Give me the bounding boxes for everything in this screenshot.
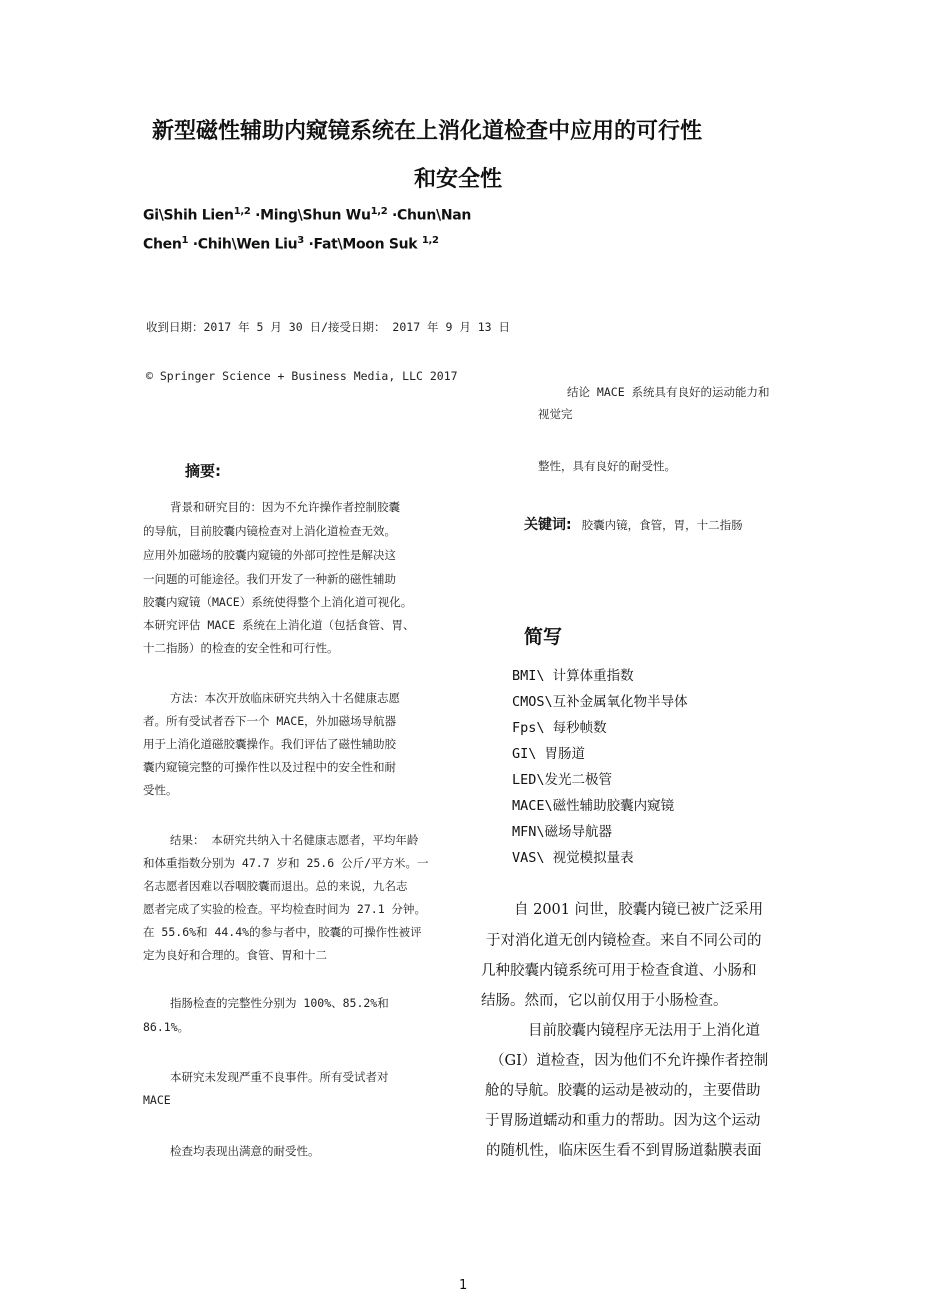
abstract-results-cont-line: 指肠检查的完整性分别为 100%、85.2%和: [170, 996, 389, 1010]
keywords-value: 胶囊内镜，食管，胃，十二指肠: [581, 518, 743, 532]
abstract-background-line: 的导航，目前胶囊内镜检查对上消化道检查无效。: [143, 524, 396, 538]
abstract-results-line: 定为良好和合理的。食管、胃和十二: [143, 948, 327, 962]
author-affiliation: 1,2: [233, 206, 251, 217]
abbreviation-item: MACE\磁性辅助胶囊内窥镜: [512, 798, 675, 814]
intro-line: 的随机性，临床医生看不到胃肠道黏膜表面: [486, 1143, 762, 1159]
author-name: ·Chun\Nan: [387, 207, 472, 224]
keywords: [524, 514, 743, 534]
abstract-methods-line: 用于上消化道磁胶囊操作。我们评估了磁性辅助胶: [143, 737, 396, 751]
intro-line: 结肠。然而，它以前仅用于小肠检查。: [481, 993, 728, 1009]
abstract-methods-line: 者。所有受试者吞下一个 MACE，外加磁场导航器: [143, 714, 397, 728]
abstract-conclusion-line: 结论 MACE 系统具有良好的运动能力和: [567, 385, 770, 399]
author-line-1: [143, 206, 471, 224]
abstract-tolerance-line: 检查均表现出满意的耐受性。: [170, 1144, 320, 1158]
abstract-adverse-line: MACE: [143, 1093, 171, 1107]
received-accepted-dates: 收到日期：2017 年 5 月 30 日/接受日期： 2017 年 9 月 13 日: [146, 320, 511, 334]
abbreviation-item: MFN\磁场导航器: [512, 824, 613, 840]
abstract-background-line: 胶囊内窥镜（MACE）系统使得整个上消化道可视化。: [143, 595, 413, 609]
author-name: Gi\Shih Lien: [143, 207, 234, 224]
abstract-results-line: 愿者完成了实验的检查。平均检查时间为 27.1 分钟。: [143, 902, 427, 916]
abstract-background-line: 一问题的可能途径。我们开发了一种新的磁性辅助: [143, 572, 396, 586]
author-affiliation: 1: [181, 235, 189, 246]
abbreviation-item: Fps\ 每秒帧数: [512, 720, 607, 736]
intro-line: 几种胶囊内镜系统可用于检查食道、小肠和: [481, 963, 757, 979]
abstract-background-line: 十二指肠）的检查的安全性和可行性。: [143, 641, 339, 655]
abstract-results-line: 在 55.6%和 44.4%的参与者中，胶囊的可操作性被评: [143, 925, 422, 939]
keywords-label: 关键词:: [524, 517, 572, 533]
author-affiliation: 1,2: [421, 235, 439, 246]
author-affiliation: 3: [297, 235, 304, 246]
abstract-results-line: 结果： 本研究共纳入十名健康志愿者，平均年龄: [170, 833, 419, 847]
intro-line: 于对消化道无创内镜检查。来自不同公司的: [486, 933, 762, 949]
abstract-results-line: 和体重指数分别为 47.7 岁和 25.6 公斤/平方米。一: [143, 856, 429, 870]
paper-title-line-1: 新型磁性辅助内窥镜系统在上消化道检查中应用的可行性: [152, 119, 703, 144]
abbreviation-item: BMI\ 计算体重指数: [512, 668, 634, 684]
abstract-background-line: 应用外加磁场的胶囊内窥镜的外部可控性是解决这: [143, 548, 396, 562]
copyright-notice: © Springer Science + Business Media, LLC 2017: [146, 369, 458, 383]
abstract-heading: 摘要:: [185, 462, 221, 480]
abbreviation-item: LED\发光二极管: [512, 772, 613, 788]
author-name: ·Chih\Wen Liu: [188, 236, 298, 253]
abstract-methods-line: 受性。: [143, 783, 178, 797]
abstract-background-line: 背景和研究目的：因为不允许操作者控制胶囊: [170, 500, 400, 514]
abstract-background-line: 本研究评估 MACE 系统在上消化道（包括食管、胃、: [143, 618, 415, 632]
author-line-2: [143, 235, 439, 253]
author-name: Chen: [143, 236, 182, 253]
page-number: 1: [459, 1278, 468, 1293]
author-affiliation: 1,2: [370, 206, 388, 217]
intro-line: 自 2001 问世，胶囊内镜已被广泛采用: [514, 902, 764, 918]
intro-line: 舱的导航。胶囊的运动是被动的，主要借助: [485, 1083, 761, 1099]
paper-title-line-2: 和安全性: [414, 167, 503, 192]
abstract-methods-line: 囊内窥镜完整的可操作性以及过程中的安全性和耐: [143, 760, 396, 774]
intro-line: 于胃肠道蠕动和重力的帮助。因为这个运动: [485, 1113, 761, 1129]
intro-line: 目前胶囊内镜程序无法用于上消化道: [528, 1023, 760, 1039]
abstract-conclusion-line: 视觉完: [538, 407, 573, 421]
author-name: ·Fat\Moon Suk: [303, 236, 422, 253]
abstract-conclusion-line: 整性，具有良好的耐受性。: [538, 459, 676, 473]
author-name: ·Ming\Shun Wu: [250, 207, 371, 224]
abbreviation-item: GI\ 胃肠道: [512, 746, 586, 762]
abstract-adverse-line: 本研究未发现严重不良事件。所有受试者对: [170, 1070, 389, 1084]
abstract-methods-line: 方法：本次开放临床研究共纳入十名健康志愿: [170, 691, 400, 705]
abstract-results-line: 名志愿者因难以吞咽胶囊而退出。总的来说，九名志: [143, 879, 408, 893]
intro-line: （GI）道检查，因为他们不允许操作者控制: [490, 1053, 769, 1069]
abbreviation-item: CMOS\互补金属氧化物半导体: [512, 694, 688, 710]
abbreviation-item: VAS\ 视觉模拟量表: [512, 850, 634, 866]
abbreviations-heading: 简写: [524, 626, 563, 648]
abstract-results-cont-line: 86.1%。: [143, 1020, 190, 1034]
